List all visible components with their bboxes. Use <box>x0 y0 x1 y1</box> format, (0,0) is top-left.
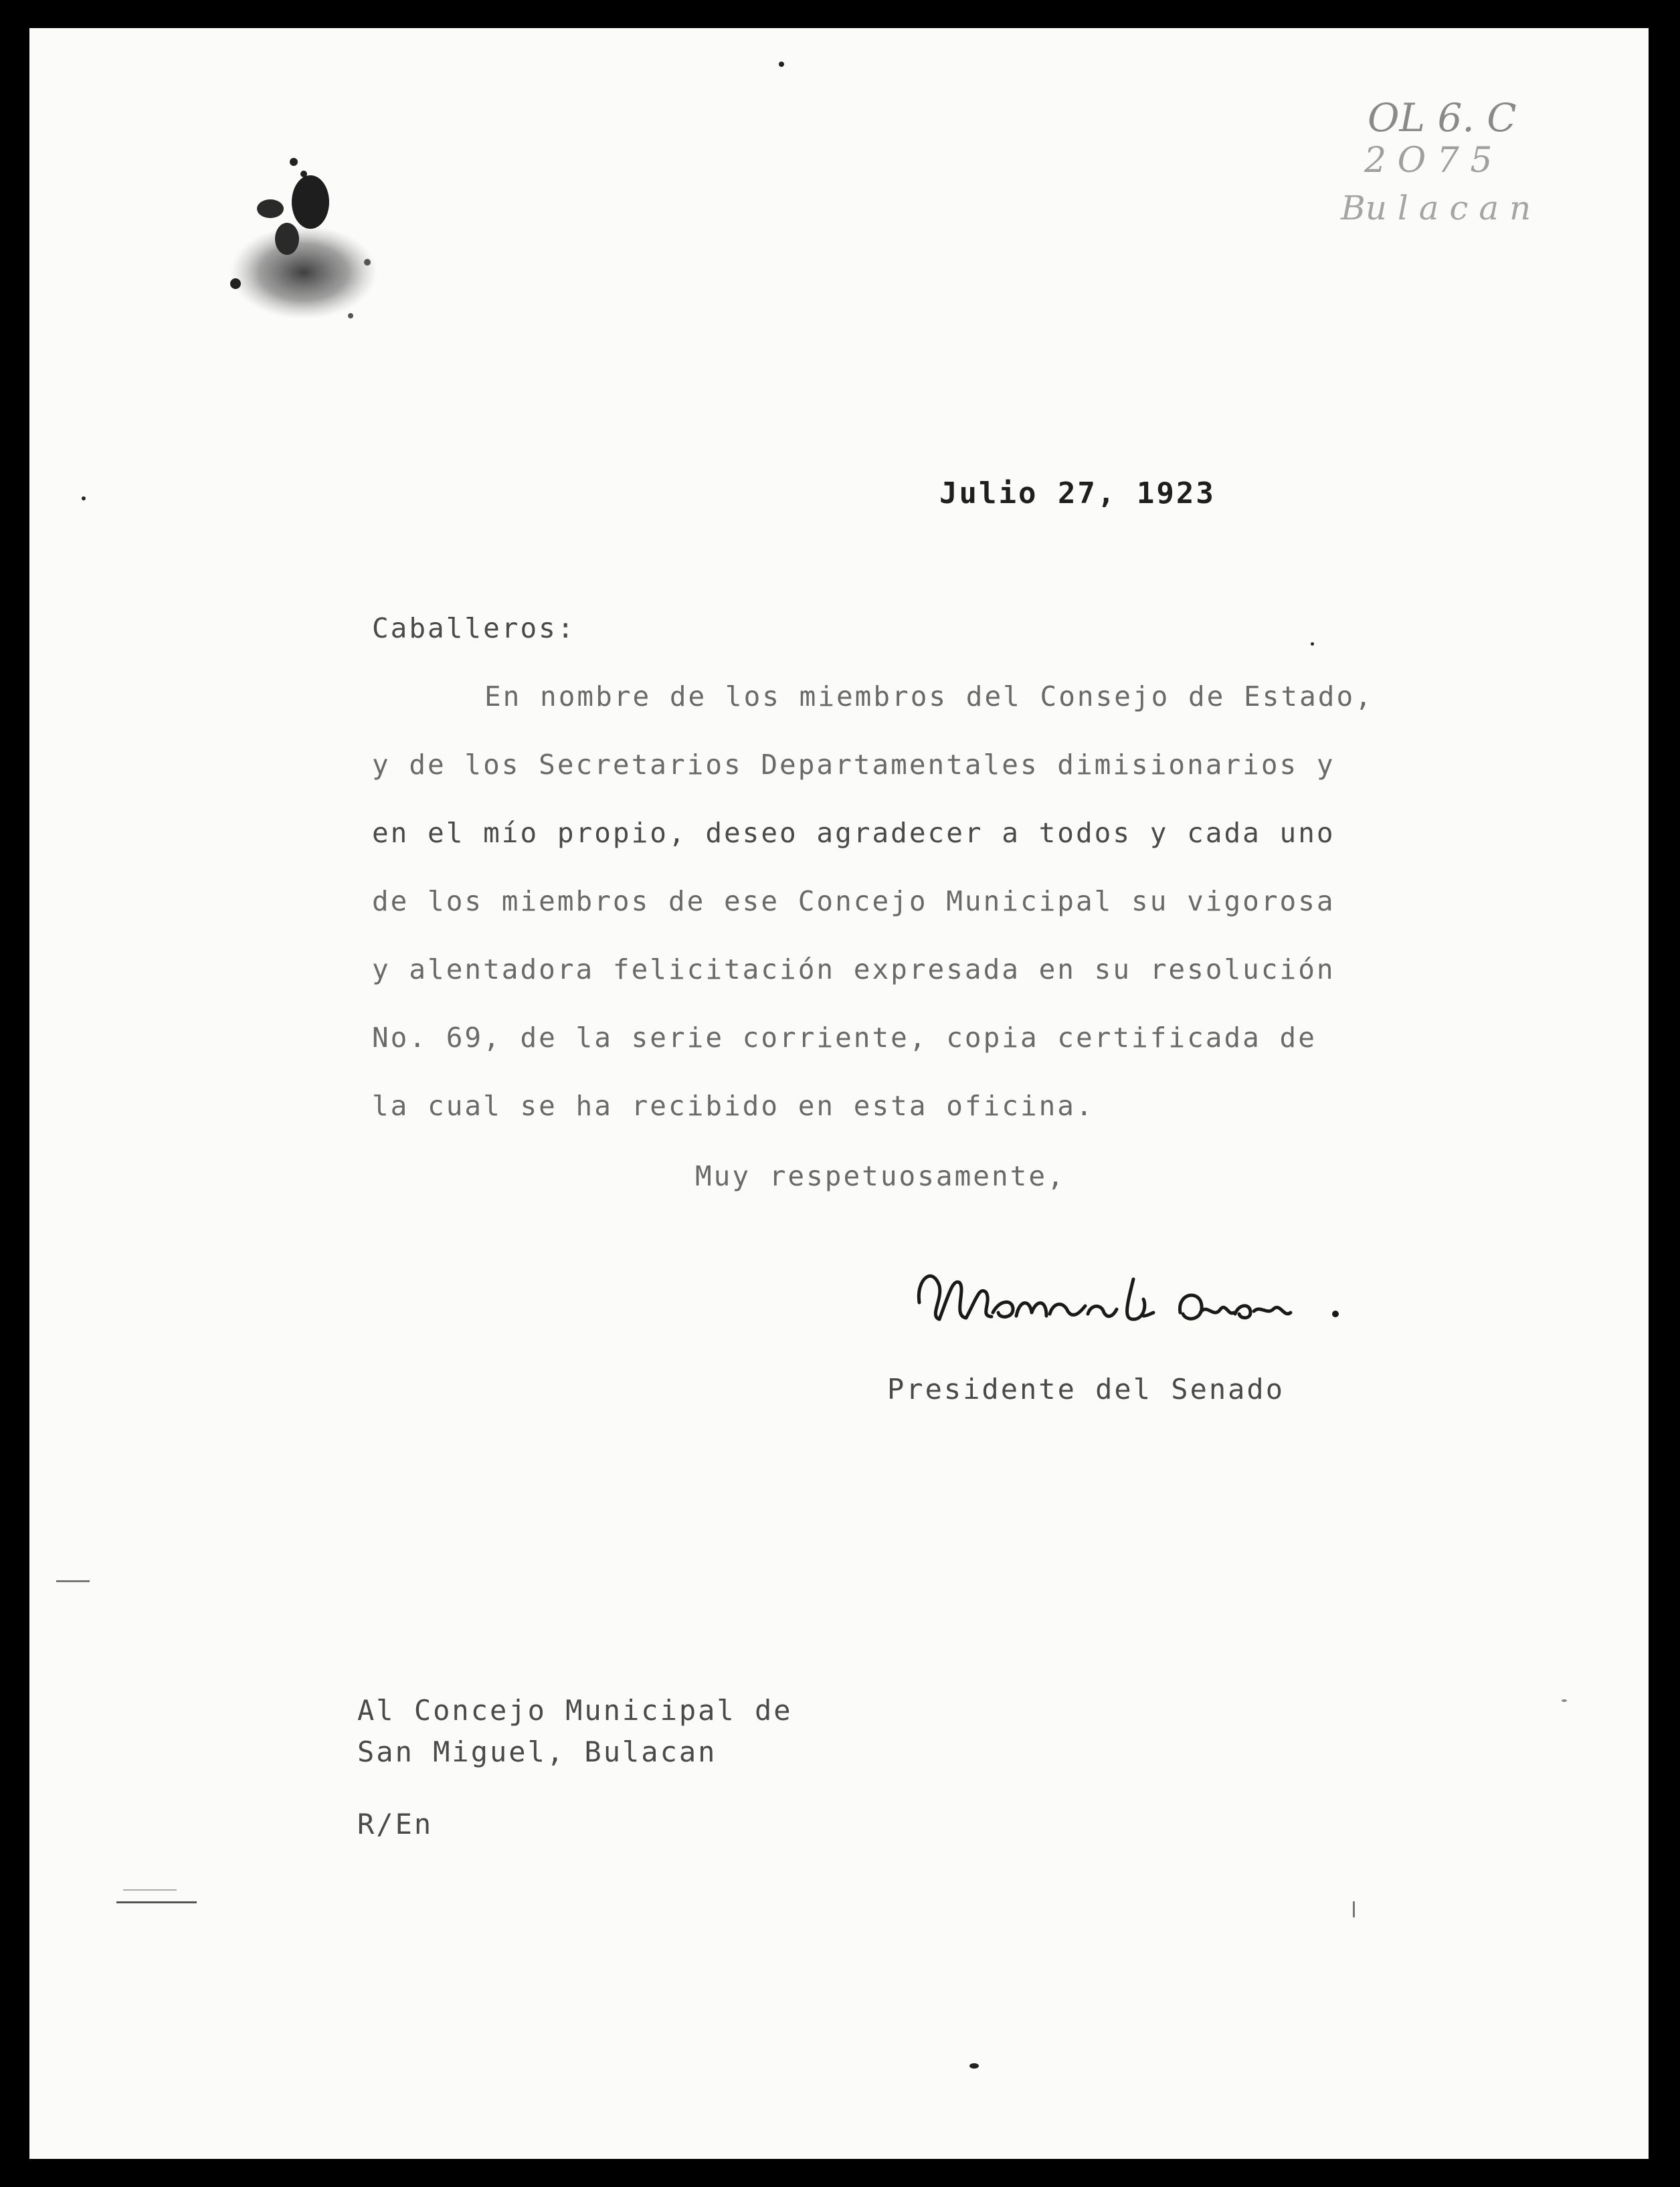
dust-speck <box>969 2063 979 2069</box>
margin-mark <box>56 1580 90 1582</box>
dust-speck <box>1311 642 1314 646</box>
letter-date: Julio 27, 1923 <box>939 476 1216 510</box>
dust-speck <box>779 62 784 67</box>
body-line: y alentadora felicitación expresada en su resolución <box>372 953 1335 985</box>
dust-speck <box>1562 1699 1567 1702</box>
recipient-line: Al Concejo Municipal de <box>357 1694 793 1727</box>
letter-salutation: Caballeros: <box>372 612 576 644</box>
body-line: En nombre de los miembros del Consejo de Estado, <box>484 680 1374 712</box>
archive-annotation-3: Bu l a c a n <box>1341 189 1531 227</box>
recipient-line: San Miguel, Bulacan <box>357 1735 717 1768</box>
body-line: en el mío propio, deseo agradecer a todos y cada uno <box>372 817 1335 849</box>
margin-mark <box>116 1901 197 1903</box>
margin-mark <box>1353 1901 1355 1917</box>
letter-closing: Muy respetuosamente, <box>695 1160 1066 1192</box>
reference-initials: R/En <box>357 1808 434 1840</box>
dust-speck <box>82 496 86 500</box>
body-line: No. 69, de la serie corriente, copia certificada de <box>372 1022 1317 1054</box>
body-line: y de los Secretarios Departamentales dimisionarios y <box>372 749 1335 781</box>
body-line: la cual se ha recibido en esta oficina. <box>372 1090 1095 1122</box>
letter-page <box>29 28 1649 2159</box>
margin-mark <box>123 1889 177 1891</box>
archive-annotation-1: OL 6. C <box>1368 95 1517 140</box>
body-line: de los miembros de ese Concejo Municipal su vigorosa <box>372 885 1335 917</box>
signature <box>913 1252 1354 1353</box>
ink-smudge <box>197 122 417 349</box>
archive-annotation-2: 2 O 7 5 <box>1364 140 1493 181</box>
signature-title: Presidente del Senado <box>887 1373 1285 1406</box>
